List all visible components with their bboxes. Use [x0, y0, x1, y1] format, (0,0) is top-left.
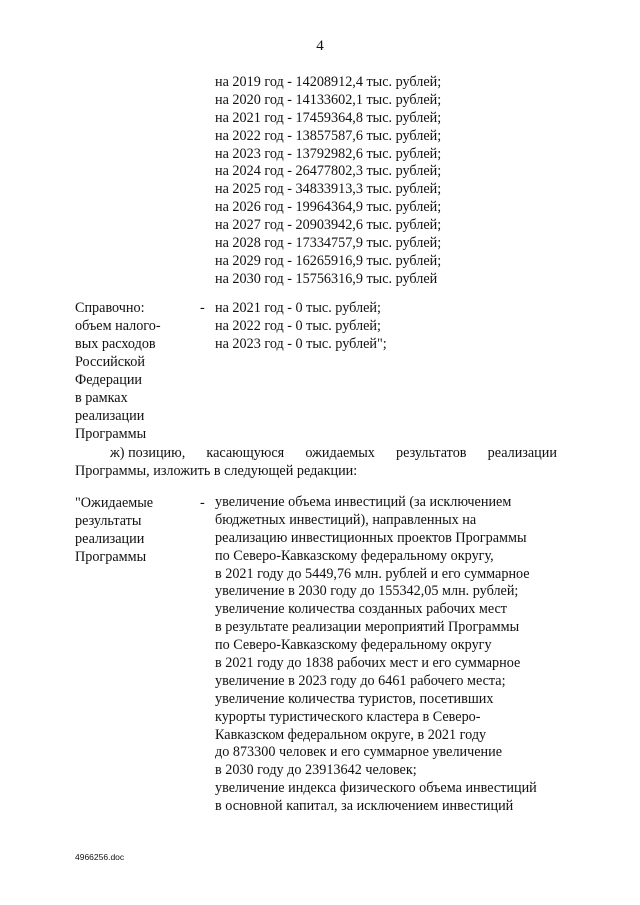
instruction-word: реализации	[487, 445, 557, 461]
label-line: в рамках	[75, 390, 128, 406]
funding-year-line: на 2027 год - 20903942,6 тыс. рублей;	[215, 217, 442, 234]
expected-results-text	[215, 494, 615, 816]
funding-year-line: на 2029 год - 16265916,9 тыс. рублей;	[215, 252, 442, 269]
text-line: увеличение в 2030 году до 155342,05 млн. рублей;	[215, 583, 519, 600]
funding-year-line: на 2030 год - 15756316,9 тыс. рублей	[215, 270, 438, 287]
text-line: в 2030 году до 23913642 человек;	[215, 762, 417, 779]
text-line: увеличение индекса физического объема инвестиций	[215, 780, 537, 797]
funding-by-year-list	[215, 74, 441, 289]
text-line: в основной капитал, за исключением инвестиций	[215, 798, 514, 815]
label-dash: -	[200, 300, 205, 316]
text-line: по Северо-Кавказскому федеральному округу	[215, 637, 492, 654]
value-line: на 2023 год - 0 тыс. рублей";	[215, 336, 387, 352]
instruction-line-1	[110, 444, 557, 462]
text-line: бюджетных инвестиций), направленных на	[215, 511, 477, 528]
funding-year-line: на 2022 год - 13857587,6 тыс. рублей;	[215, 127, 442, 144]
text-line: увеличение в 2023 году до 6461 рабочего места;	[215, 672, 506, 689]
funding-year-line: на 2026 год - 19964364,9 тыс. рублей;	[215, 199, 442, 216]
label-line: Российской	[75, 354, 145, 370]
text-line: до 873300 человек и его суммарное увеличение	[215, 744, 503, 761]
label-dash: -	[200, 495, 205, 511]
text-line: реализацию инвестиционных проектов Программы	[215, 529, 527, 546]
text-line: в 2021 году до 5449,76 млн. рублей и его суммарное	[215, 565, 530, 582]
label-line: "Ожидаемые	[75, 495, 154, 511]
funding-year-line: на 2025 год - 34833913,3 тыс. рублей;	[215, 181, 442, 198]
value-line: на 2021 год - 0 тыс. рублей;	[215, 300, 381, 316]
text-line: в 2021 году до 1838 рабочих мест и его суммарное	[215, 655, 521, 672]
document-code: 4966256.doc	[75, 852, 125, 862]
text-line: Кавказском федеральном округе, в 2021 году	[215, 726, 487, 743]
instruction-word: результатов	[396, 445, 467, 461]
label-line: Федерации	[75, 372, 143, 388]
text-line: увеличение количества туристов, посетивших	[215, 690, 494, 707]
instruction-word: касающуюся	[206, 445, 285, 461]
page-number: 4	[316, 38, 324, 54]
label-line: объем налого-	[75, 318, 161, 334]
text-line: курорты туристического кластера в Северо-	[215, 708, 481, 725]
instruction-line-2: Программы, изложить в следующей редакции:	[75, 463, 358, 479]
funding-year-line: на 2021 год - 17459364,8 тыс. рублей;	[215, 109, 442, 126]
funding-year-line: на 2020 год - 14133602,1 тыс. рублей;	[215, 91, 442, 108]
funding-year-line: на 2024 год - 26477802,3 тыс. рублей;	[215, 163, 442, 180]
funding-year-line: на 2019 год - 14208912,4 тыс. рублей;	[215, 74, 442, 90]
text-line: по Северо-Кавказскому федеральному округу,	[215, 547, 494, 564]
label-line: результаты	[75, 513, 142, 529]
instruction-word: ж) позицию,	[110, 445, 186, 461]
instruction-word: ожидаемых	[305, 445, 375, 461]
label-line: вых расходов	[75, 336, 156, 352]
tax-expenditures-label	[75, 299, 195, 443]
label-line: Программы	[75, 549, 147, 565]
text-line: увеличение объема инвестиций (за исключением	[215, 494, 512, 510]
tax-expenditures-values	[215, 299, 615, 353]
label-line: реализации	[75, 531, 145, 547]
expected-results-label	[75, 494, 195, 566]
text-line: увеличение количества созданных рабочих мест	[215, 601, 507, 618]
label-line: Программы	[75, 426, 147, 442]
text-line: в результате реализации мероприятий Программы	[215, 619, 520, 636]
funding-year-line: на 2023 год - 13792982,6 тыс. рублей;	[215, 145, 442, 162]
label-line: Справочно:	[75, 300, 145, 316]
label-line: реализации	[75, 408, 145, 424]
funding-year-line: на 2028 год - 17334757,9 тыс. рублей;	[215, 235, 442, 252]
value-line: на 2022 год - 0 тыс. рублей;	[215, 318, 381, 334]
